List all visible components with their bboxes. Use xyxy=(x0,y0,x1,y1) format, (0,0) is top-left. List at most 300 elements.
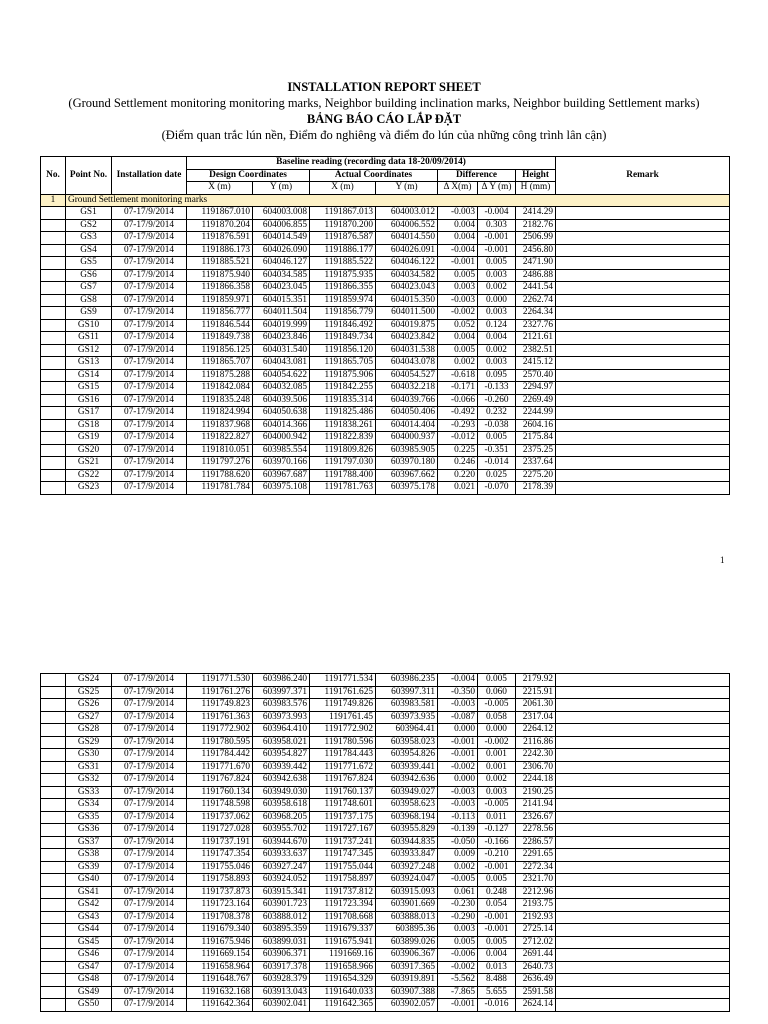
cell-actual-y: 604046.122 xyxy=(376,257,438,270)
cell-height-h: 2192.93 xyxy=(516,911,556,924)
cell-design-x: 1191780.595 xyxy=(187,736,253,749)
cell-diff-x: 0.009 xyxy=(438,849,478,862)
table-row xyxy=(41,711,730,724)
cell-design-y: 603939.442 xyxy=(253,761,310,774)
cell-height-h: 2190.25 xyxy=(516,786,556,799)
cell-installation-date: 07-17/9/2014 xyxy=(112,394,187,407)
cell-remark xyxy=(556,999,730,1012)
cell-actual-y: 604054.527 xyxy=(376,369,438,382)
cell-diff-y: -0.016 xyxy=(478,999,516,1012)
cell-actual-x: 1191866.355 xyxy=(310,282,376,295)
cell-actual-x: 1191875.906 xyxy=(310,369,376,382)
cell-remark xyxy=(556,724,730,737)
cell-remark xyxy=(556,407,730,420)
cell-actual-x: 1191708.668 xyxy=(310,911,376,924)
cell-design-y: 604039.506 xyxy=(253,394,310,407)
cell-installation-date: 07-17/9/2014 xyxy=(112,686,187,699)
cell-no xyxy=(41,749,66,762)
cell-design-x: 1191761.276 xyxy=(187,686,253,699)
cell-diff-x: -0.001 xyxy=(438,999,478,1012)
cell-point-no: GS44 xyxy=(66,924,112,937)
cell-diff-y: -0.002 xyxy=(478,736,516,749)
cell-actual-x: 1191856.120 xyxy=(310,344,376,357)
cell-no xyxy=(41,799,66,812)
cell-point-no: GS27 xyxy=(66,711,112,724)
cell-diff-y: 0.013 xyxy=(478,961,516,974)
cell-remark xyxy=(556,936,730,949)
cell-diff-x: 0.004 xyxy=(438,219,478,232)
cell-actual-y: 603901.669 xyxy=(376,899,438,912)
cell-height-h: 2244.99 xyxy=(516,407,556,420)
cell-remark xyxy=(556,836,730,849)
cell-diff-x: 0.000 xyxy=(438,774,478,787)
cell-actual-y: 604000.937 xyxy=(376,432,438,445)
cell-design-x: 1191824.994 xyxy=(187,407,253,420)
cell-actual-y: 603964.41 xyxy=(376,724,438,737)
cell-actual-x: 1191870.200 xyxy=(310,219,376,232)
cell-diff-x: -0.001 xyxy=(438,749,478,762)
col-header-actual-y: Y (m) xyxy=(376,182,438,195)
cell-point-no: GS34 xyxy=(66,799,112,812)
cell-no xyxy=(41,382,66,395)
cell-no xyxy=(41,469,66,482)
cell-point-no: GS21 xyxy=(66,457,112,470)
cell-diff-y: 0.000 xyxy=(478,294,516,307)
cell-installation-date: 07-17/9/2014 xyxy=(112,469,187,482)
cell-actual-x: 1191761.45 xyxy=(310,711,376,724)
cell-design-y: 603975.108 xyxy=(253,482,310,495)
cell-design-y: 603968.205 xyxy=(253,811,310,824)
cell-actual-x: 1191723.394 xyxy=(310,899,376,912)
cell-point-no: GS29 xyxy=(66,736,112,749)
cell-installation-date: 07-17/9/2014 xyxy=(112,999,187,1012)
cell-diff-y: 0.002 xyxy=(478,774,516,787)
cell-actual-y: 604019.875 xyxy=(376,319,438,332)
cell-remark xyxy=(556,232,730,245)
cell-diff-y: -0.001 xyxy=(478,244,516,257)
cell-actual-y: 603942.636 xyxy=(376,774,438,787)
cell-installation-date: 07-17/9/2014 xyxy=(112,924,187,937)
cell-diff-y: -0.005 xyxy=(478,799,516,812)
col-header-actual-coords: Actual Coordinates xyxy=(310,169,438,182)
cell-height-h: 2471.90 xyxy=(516,257,556,270)
cell-no xyxy=(41,307,66,320)
cell-installation-date: 07-17/9/2014 xyxy=(112,444,187,457)
cell-design-x: 1191866.358 xyxy=(187,282,253,295)
cell-height-h: 2264.34 xyxy=(516,307,556,320)
cell-installation-date: 07-17/9/2014 xyxy=(112,257,187,270)
cell-remark xyxy=(556,924,730,937)
cell-installation-date: 07-17/9/2014 xyxy=(112,244,187,257)
cell-actual-x: 1191809.826 xyxy=(310,444,376,457)
cell-installation-date: 07-17/9/2014 xyxy=(112,836,187,849)
col-header-difference: Difference xyxy=(438,169,516,182)
cell-actual-y: 603967.662 xyxy=(376,469,438,482)
cell-diff-y: 0.095 xyxy=(478,369,516,382)
cell-installation-date: 07-17/9/2014 xyxy=(112,899,187,912)
cell-design-x: 1191784.442 xyxy=(187,749,253,762)
cell-diff-x: -0.492 xyxy=(438,407,478,420)
table-row xyxy=(41,849,730,862)
cell-diff-y: -0.070 xyxy=(478,482,516,495)
cell-design-y: 603973.993 xyxy=(253,711,310,724)
cell-installation-date: 07-17/9/2014 xyxy=(112,207,187,220)
cell-design-x: 1191648.767 xyxy=(187,974,253,987)
cell-actual-y: 604023.043 xyxy=(376,282,438,295)
col-header-height: Height xyxy=(516,169,556,182)
cell-diff-x: -0.113 xyxy=(438,811,478,824)
page-number: 1 xyxy=(720,555,725,565)
cell-height-h: 2179.92 xyxy=(516,674,556,687)
cell-installation-date: 07-17/9/2014 xyxy=(112,332,187,345)
table-row xyxy=(41,961,730,974)
cell-installation-date: 07-17/9/2014 xyxy=(112,294,187,307)
cell-remark xyxy=(556,761,730,774)
cell-installation-date: 07-17/9/2014 xyxy=(112,219,187,232)
cell-design-x: 1191771.530 xyxy=(187,674,253,687)
cell-design-x: 1191885.521 xyxy=(187,257,253,270)
table-row xyxy=(41,207,730,220)
cell-no xyxy=(41,699,66,712)
cell-diff-x: -0.230 xyxy=(438,899,478,912)
cell-no xyxy=(41,736,66,749)
cell-actual-x: 1191842.255 xyxy=(310,382,376,395)
cell-installation-date: 07-17/9/2014 xyxy=(112,232,187,245)
cell-no xyxy=(41,861,66,874)
cell-diff-x: -0.006 xyxy=(438,949,478,962)
cell-diff-y: 8.488 xyxy=(478,974,516,987)
cell-point-no: GS36 xyxy=(66,824,112,837)
cell-diff-x: -0.171 xyxy=(438,382,478,395)
cell-design-y: 603997.371 xyxy=(253,686,310,699)
table-row xyxy=(41,799,730,812)
cell-point-no: GS2 xyxy=(66,219,112,232)
cell-point-no: GS11 xyxy=(66,332,112,345)
cell-diff-x: -0.002 xyxy=(438,761,478,774)
cell-diff-x: 0.052 xyxy=(438,319,478,332)
cell-remark xyxy=(556,949,730,962)
cell-installation-date: 07-17/9/2014 xyxy=(112,911,187,924)
cell-remark xyxy=(556,269,730,282)
group-no: 1 xyxy=(41,194,66,207)
cell-design-x: 1191867.010 xyxy=(187,207,253,220)
cell-actual-x: 1191825.486 xyxy=(310,407,376,420)
cell-actual-y: 603917.365 xyxy=(376,961,438,974)
col-header-design-x: X (m) xyxy=(187,182,253,195)
cell-design-y: 603983.576 xyxy=(253,699,310,712)
cell-actual-y: 603949.027 xyxy=(376,786,438,799)
cell-no xyxy=(41,282,66,295)
table-row xyxy=(41,786,730,799)
cell-no xyxy=(41,761,66,774)
cell-actual-y: 604050.406 xyxy=(376,407,438,420)
cell-remark xyxy=(556,674,730,687)
cell-actual-y: 604032.218 xyxy=(376,382,438,395)
cell-design-x: 1191727.028 xyxy=(187,824,253,837)
table-row xyxy=(41,724,730,737)
cell-no xyxy=(41,899,66,912)
cell-point-no: GS15 xyxy=(66,382,112,395)
cell-remark xyxy=(556,257,730,270)
cell-point-no: GS38 xyxy=(66,849,112,862)
cell-diff-x: 0.000 xyxy=(438,724,478,737)
cell-design-y: 603899.031 xyxy=(253,936,310,949)
cell-actual-y: 603983.581 xyxy=(376,699,438,712)
cell-diff-y: 0.003 xyxy=(478,786,516,799)
cell-height-h: 2570.40 xyxy=(516,369,556,382)
cell-height-h: 2215.91 xyxy=(516,686,556,699)
cell-actual-x: 1191771.534 xyxy=(310,674,376,687)
col-header-baseline: Baseline reading (recording data 18-20/09/2014) xyxy=(187,157,556,170)
cell-diff-y: 0.303 xyxy=(478,219,516,232)
cell-actual-y: 604023.842 xyxy=(376,332,438,345)
cell-design-y: 604019.999 xyxy=(253,319,310,332)
report-title-vi: BẢNG BÁO CÁO LẮP ĐẶT xyxy=(306,112,462,126)
cell-diff-x: -5.562 xyxy=(438,974,478,987)
cell-actual-x: 1191675.941 xyxy=(310,936,376,949)
cell-diff-x: 0.003 xyxy=(438,924,478,937)
cell-diff-x: -0.087 xyxy=(438,711,478,724)
cell-diff-x: -0.004 xyxy=(438,244,478,257)
cell-actual-y: 603933.847 xyxy=(376,849,438,862)
table-row xyxy=(41,344,730,357)
table-row xyxy=(41,674,730,687)
cell-design-x: 1191876.591 xyxy=(187,232,253,245)
cell-actual-y: 603985.905 xyxy=(376,444,438,457)
cell-design-y: 603958.618 xyxy=(253,799,310,812)
cell-point-no: GS31 xyxy=(66,761,112,774)
cell-actual-x: 1191737.812 xyxy=(310,886,376,899)
cell-actual-y: 603997.311 xyxy=(376,686,438,699)
cell-actual-y: 604014.550 xyxy=(376,232,438,245)
cell-actual-y: 604011.500 xyxy=(376,307,438,320)
cell-diff-y: -0.210 xyxy=(478,849,516,862)
cell-point-no: GS30 xyxy=(66,749,112,762)
cell-height-h: 2182.76 xyxy=(516,219,556,232)
cell-diff-y: -0.001 xyxy=(478,232,516,245)
cell-no xyxy=(41,332,66,345)
cell-actual-x: 1191822.839 xyxy=(310,432,376,445)
cell-point-no: GS17 xyxy=(66,407,112,420)
cell-height-h: 2269.49 xyxy=(516,394,556,407)
cell-diff-x: -0.001 xyxy=(438,736,478,749)
cell-remark xyxy=(556,369,730,382)
cell-diff-y: -0.004 xyxy=(478,207,516,220)
cell-no xyxy=(41,394,66,407)
cell-remark xyxy=(556,786,730,799)
cell-no xyxy=(41,961,66,974)
cell-point-no: GS45 xyxy=(66,936,112,949)
cell-diff-y: 0.005 xyxy=(478,874,516,887)
cell-point-no: GS35 xyxy=(66,811,112,824)
group-label: Ground Settlement monitoring marks xyxy=(66,194,730,207)
cell-height-h: 2294.97 xyxy=(516,382,556,395)
cell-height-h: 2456.80 xyxy=(516,244,556,257)
cell-design-x: 1191761.363 xyxy=(187,711,253,724)
cell-height-h: 2624.14 xyxy=(516,999,556,1012)
cell-installation-date: 07-17/9/2014 xyxy=(112,849,187,862)
cell-diff-x: -0.003 xyxy=(438,786,478,799)
cell-design-y: 604046.127 xyxy=(253,257,310,270)
table-row xyxy=(41,482,730,495)
cell-no xyxy=(41,924,66,937)
cell-design-y: 603958.021 xyxy=(253,736,310,749)
table-row xyxy=(41,382,730,395)
cell-height-h: 2264.12 xyxy=(516,724,556,737)
cell-point-no: GS22 xyxy=(66,469,112,482)
cell-diff-x: -0.003 xyxy=(438,699,478,712)
cell-height-h: 2486.88 xyxy=(516,269,556,282)
cell-diff-x: -0.003 xyxy=(438,799,478,812)
cell-diff-x: -0.003 xyxy=(438,294,478,307)
cell-actual-x: 1191760.137 xyxy=(310,786,376,799)
cell-design-y: 603933.637 xyxy=(253,849,310,862)
cell-installation-date: 07-17/9/2014 xyxy=(112,949,187,962)
cell-no xyxy=(41,949,66,962)
cell-diff-y: 0.060 xyxy=(478,686,516,699)
cell-actual-y: 603906.367 xyxy=(376,949,438,962)
cell-design-x: 1191771.670 xyxy=(187,761,253,774)
table-row xyxy=(41,911,730,924)
cell-installation-date: 07-17/9/2014 xyxy=(112,382,187,395)
cell-height-h: 2326.67 xyxy=(516,811,556,824)
cell-diff-x: -0.012 xyxy=(438,432,478,445)
cell-actual-x: 1191885.522 xyxy=(310,257,376,270)
table-row xyxy=(41,407,730,420)
cell-no xyxy=(41,457,66,470)
cell-point-no: GS37 xyxy=(66,836,112,849)
table-row xyxy=(41,886,730,899)
cell-remark xyxy=(556,482,730,495)
cell-installation-date: 07-17/9/2014 xyxy=(112,774,187,787)
cell-diff-x: 0.003 xyxy=(438,282,478,295)
cell-diff-y: 0.005 xyxy=(478,257,516,270)
cell-design-y: 604014.366 xyxy=(253,419,310,432)
cell-actual-x: 1191749.826 xyxy=(310,699,376,712)
cell-diff-y: 0.005 xyxy=(478,674,516,687)
cell-design-x: 1191737.873 xyxy=(187,886,253,899)
cell-design-x: 1191810.051 xyxy=(187,444,253,457)
cell-no xyxy=(41,269,66,282)
cell-no xyxy=(41,811,66,824)
cell-diff-y: -0.014 xyxy=(478,457,516,470)
cell-height-h: 2306.70 xyxy=(516,761,556,774)
report-subtitle-en: (Ground Settlement monitoring monitoring marks, Neighbor building inclination marks, Neighbor building Settlement marks) xyxy=(68,96,700,110)
table-row xyxy=(41,924,730,937)
cell-installation-date: 07-17/9/2014 xyxy=(112,282,187,295)
cell-installation-date: 07-17/9/2014 xyxy=(112,974,187,987)
cell-point-no: GS23 xyxy=(66,482,112,495)
cell-height-h: 2506.99 xyxy=(516,232,556,245)
cell-actual-y: 603899.026 xyxy=(376,936,438,949)
cell-design-y: 603917.378 xyxy=(253,961,310,974)
cell-point-no: GS1 xyxy=(66,207,112,220)
cell-point-no: GS41 xyxy=(66,886,112,899)
cell-design-x: 1191767.824 xyxy=(187,774,253,787)
cell-actual-x: 1191767.824 xyxy=(310,774,376,787)
cell-design-y: 603985.554 xyxy=(253,444,310,457)
cell-diff-y: 0.025 xyxy=(478,469,516,482)
cell-height-h: 2327.76 xyxy=(516,319,556,332)
cell-installation-date: 07-17/9/2014 xyxy=(112,357,187,370)
cell-no xyxy=(41,244,66,257)
col-header-design-coords: Design Coordinates xyxy=(187,169,310,182)
cell-height-h: 2193.75 xyxy=(516,899,556,912)
cell-remark xyxy=(556,382,730,395)
table-row xyxy=(41,469,730,482)
cell-actual-x: 1191640.033 xyxy=(310,986,376,999)
cell-actual-y: 604031.538 xyxy=(376,344,438,357)
cell-height-h: 2382.51 xyxy=(516,344,556,357)
cell-design-x: 1191642.364 xyxy=(187,999,253,1012)
cell-no xyxy=(41,232,66,245)
cell-installation-date: 07-17/9/2014 xyxy=(112,736,187,749)
cell-actual-x: 1191781.763 xyxy=(310,482,376,495)
cell-point-no: GS28 xyxy=(66,724,112,737)
cell-point-no: GS8 xyxy=(66,294,112,307)
cell-installation-date: 07-17/9/2014 xyxy=(112,482,187,495)
cell-actual-x: 1191835.314 xyxy=(310,394,376,407)
cell-point-no: GS40 xyxy=(66,874,112,887)
table-row xyxy=(41,836,730,849)
cell-no xyxy=(41,357,66,370)
cell-no xyxy=(41,999,66,1012)
cell-installation-date: 07-17/9/2014 xyxy=(112,724,187,737)
cell-design-y: 603928.379 xyxy=(253,974,310,987)
cell-point-no: GS13 xyxy=(66,357,112,370)
table-row xyxy=(41,999,730,1012)
cell-remark xyxy=(556,307,730,320)
cell-installation-date: 07-17/9/2014 xyxy=(112,711,187,724)
cell-design-x: 1191658.964 xyxy=(187,961,253,974)
cell-design-y: 604006.855 xyxy=(253,219,310,232)
cell-actual-y: 603986.235 xyxy=(376,674,438,687)
cell-height-h: 2725.14 xyxy=(516,924,556,937)
table-row xyxy=(41,432,730,445)
table-row xyxy=(41,232,730,245)
table-row xyxy=(41,699,730,712)
cell-diff-y: 0.001 xyxy=(478,749,516,762)
cell-actual-x: 1191846.492 xyxy=(310,319,376,332)
cell-remark xyxy=(556,961,730,974)
cell-height-h: 2061.30 xyxy=(516,699,556,712)
report-title-en: INSTALLATION REPORT SHEET xyxy=(287,80,481,94)
cell-diff-y: 0.002 xyxy=(478,344,516,357)
cell-design-y: 604043.081 xyxy=(253,357,310,370)
cell-installation-date: 07-17/9/2014 xyxy=(112,811,187,824)
cell-point-no: GS10 xyxy=(66,319,112,332)
cell-design-y: 604034.585 xyxy=(253,269,310,282)
cell-no xyxy=(41,674,66,687)
cell-installation-date: 07-17/9/2014 xyxy=(112,799,187,812)
cell-point-no: GS47 xyxy=(66,961,112,974)
cell-remark xyxy=(556,282,730,295)
cell-design-y: 604014.549 xyxy=(253,232,310,245)
cell-diff-y: 0.232 xyxy=(478,407,516,420)
cell-remark xyxy=(556,444,730,457)
cell-remark xyxy=(556,332,730,345)
cell-actual-x: 1191838.261 xyxy=(310,419,376,432)
table-row xyxy=(41,444,730,457)
cell-no xyxy=(41,369,66,382)
cell-remark xyxy=(556,457,730,470)
cell-point-no: GS50 xyxy=(66,999,112,1012)
cell-design-x: 1191859.971 xyxy=(187,294,253,307)
cell-diff-x: -0.293 xyxy=(438,419,478,432)
cell-actual-y: 604006.552 xyxy=(376,219,438,232)
cell-diff-x: -0.003 xyxy=(438,207,478,220)
cell-actual-x: 1191669.16 xyxy=(310,949,376,962)
